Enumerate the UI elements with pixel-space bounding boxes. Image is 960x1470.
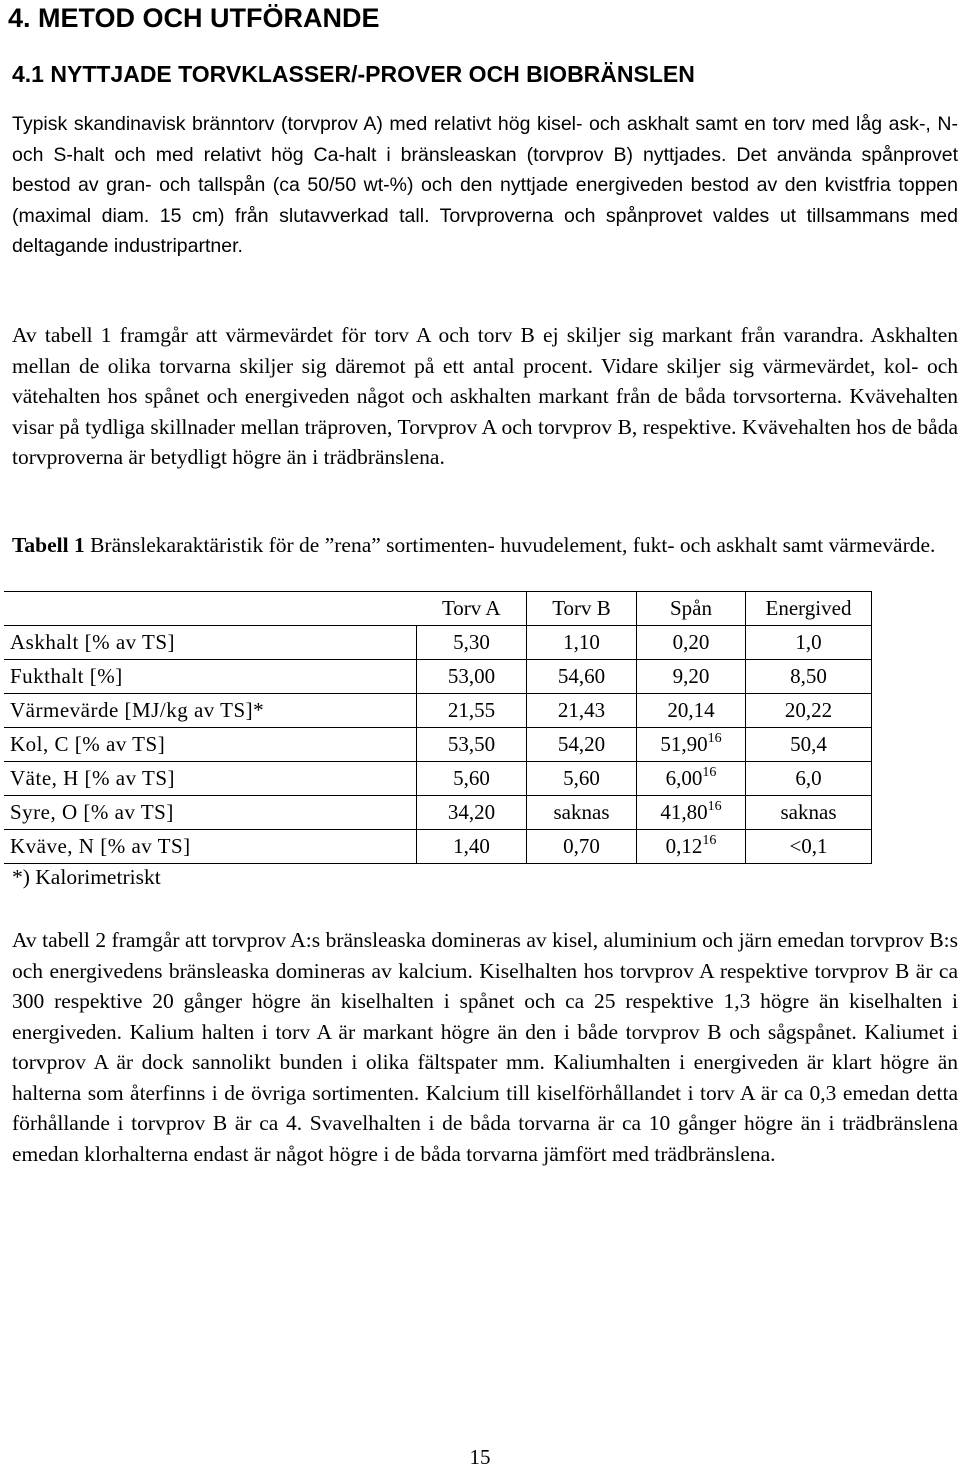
table-footnote: *) Kalorimetriskt — [12, 865, 161, 889]
paragraph-ash-composition: Av tabell 2 framgår att torvprov A:s bränsleaska domineras av kisel, aluminium och järn emedan torvprov B:s och energivedens bränsleaska domineras av kalcium. Kiselhalten hos torvprov A respektive torvprov B är ca 300 respektive 20 gånger högre än kiselhalten i spånet och ca 25 respektive 1,3 högre än kiselhalten i energiveden. Kalium halten i torv A är markant högre än den i både torvprov B och sågspånet. Kaliumet i torvprov A är dock sannolikt bunden i olika fältspater mm. Kaliumhalten i energiveden är klart högre än halterna som återfinns i de övriga sortimenten. Kalcium till kiselförhållandet i torv A är ca 0,3 emedan detta förhållande i torvprov B är ca 4. Svavelhalten i de båda torvarna är ca 10 gånger högre än i trädbränslena emedan klorhalterna endast är något högre i de båda torvarna jämfört med trädbränslena. — [12, 928, 958, 1166]
page-number: 15 — [469, 1445, 491, 1469]
table-row — [4, 728, 872, 762]
table-cell: 1,10 — [527, 626, 637, 660]
table-cell: 20,22 — [746, 694, 872, 728]
subsection-heading: 4.1 NYTTJADE TORVKLASSER/-PROVER OCH BIOBRÄNSLEN — [12, 61, 695, 87]
table-cell: 21,55 — [417, 694, 527, 728]
table-cell: 53,00 — [417, 660, 527, 694]
table-row — [4, 626, 872, 660]
table-row — [4, 660, 872, 694]
row-label: Askhalt [% av TS] — [4, 626, 417, 660]
table-cell: 54,20 — [527, 728, 637, 762]
row-label: Fukthalt [%] — [4, 660, 417, 694]
table-cell: 41,80$^{16}$ — [637, 796, 746, 830]
table-row — [4, 762, 872, 796]
table-caption-label: Tabell 1 — [12, 533, 85, 557]
table-cell: 9,20 — [637, 660, 746, 694]
table-cell: 1,40 — [417, 830, 527, 864]
table-header-cell: Spån — [637, 592, 746, 626]
table-cell: 50,4 — [746, 728, 872, 762]
table-cell: <0,1 — [746, 830, 872, 864]
table-cell: saknas — [746, 796, 872, 830]
row-label: Väte, H [% av TS] — [4, 762, 417, 796]
row-label: Syre, O [% av TS] — [4, 796, 417, 830]
table-cell: 54,60 — [527, 660, 637, 694]
row-label: Kväve, N [% av TS] — [4, 830, 417, 864]
table-header-cell: Energived — [746, 592, 872, 626]
table-cell: 21,43 — [527, 694, 637, 728]
fuel-characteristics-table — [4, 591, 872, 864]
row-label: Värmevärde [MJ/kg av TS]* — [4, 694, 417, 728]
table-cell: 6,00$^{16}$ — [637, 762, 746, 796]
table-cell: 20,14 — [637, 694, 746, 728]
table-cell: 5,60 — [527, 762, 637, 796]
table-cell: saknas — [527, 796, 637, 830]
table-row — [4, 830, 872, 864]
paragraph-intro: Typisk skandinavisk bränntorv (torvprov A) med relativt hög kisel- och askhalt samt en torv med låg ask-, N- och S-halt och med relativt hög Ca-halt i bränsleaskan (torvprov B) nyttjades. Det använda spånprovet bestod av gran- och tallspån (ca 50/50 wt-%) och den nyttjade energiveden bestod av den kvistfria toppen (maximal diam. 15 cm) från slutavverkad tall. Torvproverna och spånprovet valdes ut tillsammans med deltagande industripartner. — [12, 113, 958, 257]
table-row — [4, 694, 872, 728]
table-cell: 0,70 — [527, 830, 637, 864]
row-label: Kol, C [% av TS] — [4, 728, 417, 762]
table-cell: 5,30 — [417, 626, 527, 660]
table-caption — [12, 530, 958, 561]
table-row — [4, 796, 872, 830]
table-cell: 51,90$^{16}$ — [637, 728, 746, 762]
table-header-row — [4, 592, 872, 626]
table-cell: 6,0 — [746, 762, 872, 796]
table-cell: 34,20 — [417, 796, 527, 830]
table-cell: 5,60 — [417, 762, 527, 796]
table-header-cell: Torv B — [527, 592, 637, 626]
table-cell: 0,20 — [637, 626, 746, 660]
section-heading: 4. METOD OCH UTFÖRANDE — [8, 3, 380, 33]
table-cell: 53,50 — [417, 728, 527, 762]
table-cell: 8,50 — [746, 660, 872, 694]
table-header-corner — [4, 592, 417, 626]
table-cell: 0,12$^{16}$ — [637, 830, 746, 864]
table-header-cell: Torv A — [417, 592, 527, 626]
table-cell: 1,0 — [746, 626, 872, 660]
table-caption-text: Bränslekaraktäristik för de ”rena” sortimenten- huvudelement, fukt- och askhalt samt värmevärde. — [84, 533, 936, 557]
paragraph-table-summary: Av tabell 1 framgår att värmevärdet för torv A och torv B ej skiljer sig markant från varandra. Askhalten mellan de olika torvarna skiljer sig däremot på ett antal procent. Vidare skiljer sig värmevärdet, kol- och vätehalten hos spånet och energiveden något och askhalten markant från de båda torvsorterna. Kvävehalten visar på tydliga skillnader mellan träproven, Torvprov A och torvprov B, respektive. Kvävehalten hos de båda torvproverna är betydligt högre än i trädbränslena. — [12, 323, 958, 469]
